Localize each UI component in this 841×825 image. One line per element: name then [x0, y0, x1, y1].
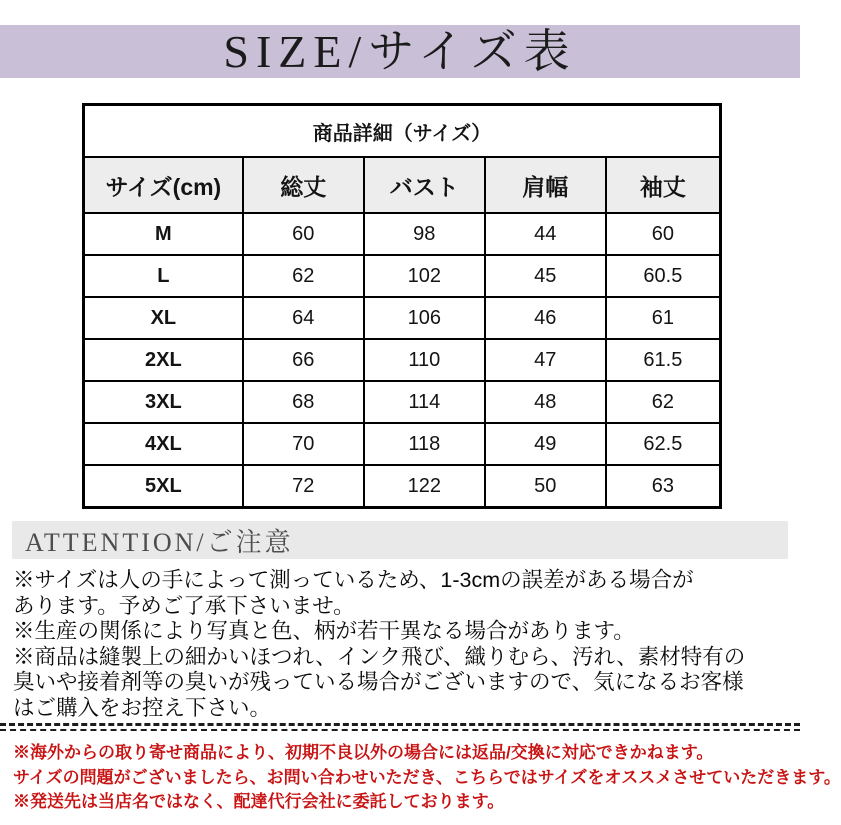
- column-header-size: サイズ(cm): [84, 157, 243, 213]
- value-cell: 60: [606, 213, 721, 255]
- value-cell: 61.5: [606, 339, 721, 381]
- value-cell: 118: [364, 423, 485, 465]
- column-header-length: 総丈: [243, 157, 364, 213]
- value-cell: 45: [485, 255, 606, 297]
- attention-banner: [12, 521, 788, 559]
- value-cell: 47: [485, 339, 606, 381]
- column-header-sleeve: 袖丈: [606, 157, 721, 213]
- shipping-note-line: ※海外からの取り寄せ商品により、初期不良以外の場合には返品/交換に対応できかねます。: [13, 743, 714, 762]
- column-header-bust: バスト: [364, 157, 485, 213]
- size-table: [82, 103, 722, 509]
- size-chart-banner: [0, 25, 800, 78]
- table-header-row: [84, 157, 721, 213]
- table-row: [84, 213, 721, 255]
- value-cell: 50: [485, 465, 606, 508]
- size-cell: L: [84, 255, 243, 297]
- note-line: ※商品は縫製上の細かいほつれ、インク飛び、織りむら、汚れ、素材特有の: [13, 644, 746, 669]
- value-cell: 114: [364, 381, 485, 423]
- value-cell: 110: [364, 339, 485, 381]
- value-cell: 122: [364, 465, 485, 508]
- note-line: 臭いや接着剤等の臭いが残っている場合がございますので、気になるお客様: [13, 670, 744, 694]
- value-cell: 62: [243, 255, 364, 297]
- value-cell: 64: [243, 297, 364, 339]
- size-cell: XL: [84, 297, 243, 339]
- table-row: [84, 297, 721, 339]
- value-cell: 106: [364, 297, 485, 339]
- size-cell: M: [84, 213, 243, 255]
- size-cell: 5XL: [84, 465, 243, 508]
- table-caption-row: [84, 105, 721, 158]
- value-cell: 44: [485, 213, 606, 255]
- size-cell: 4XL: [84, 423, 243, 465]
- note-line: あります。予めご了承下さいませ。: [13, 593, 355, 618]
- size-chart-title: SIZE/サイズ表: [223, 25, 577, 77]
- table-row: [84, 339, 721, 381]
- table-row: [84, 423, 721, 465]
- note-line: ※生産の関係により写真と色、柄が若干異なる場合があります。: [13, 619, 635, 643]
- size-cell: 2XL: [84, 339, 243, 381]
- dashed-divider: [0, 723, 800, 731]
- note-line: はご購入をお控え下さい。: [13, 695, 272, 720]
- attention-heading: ATTENTION/ご注意: [25, 527, 294, 557]
- value-cell: 46: [485, 297, 606, 339]
- table-caption: 商品詳細（サイズ）: [84, 105, 721, 158]
- shipping-note-line: ※発送先は当店名ではなく、配達代行会社に委託しております。: [13, 792, 505, 811]
- size-chart-page: [0, 25, 841, 825]
- table-row: [84, 381, 721, 423]
- shipping-notes: [13, 741, 841, 815]
- size-cell: 3XL: [84, 381, 243, 423]
- value-cell: 62: [606, 381, 721, 423]
- table-row: [84, 255, 721, 297]
- value-cell: 63: [606, 465, 721, 508]
- value-cell: 61: [606, 297, 721, 339]
- value-cell: 60: [243, 213, 364, 255]
- value-cell: 68: [243, 381, 364, 423]
- value-cell: 72: [243, 465, 364, 508]
- value-cell: 60.5: [606, 255, 721, 297]
- table-row: [84, 465, 721, 508]
- value-cell: 70: [243, 423, 364, 465]
- column-header-shoulder: 肩幅: [485, 157, 606, 213]
- value-cell: 66: [243, 339, 364, 381]
- value-cell: 62.5: [606, 423, 721, 465]
- value-cell: 98: [364, 213, 485, 255]
- disclaimer-notes: [13, 568, 792, 721]
- value-cell: 49: [485, 423, 606, 465]
- shipping-note-line: サイズの問題がございましたら、お問い合わせいただき、こちらではサイズをオススメさせていただきます。: [13, 767, 841, 787]
- note-line: ※サイズは人の手によって測っているため、1-3cmの誤差がある場合が: [13, 568, 694, 592]
- value-cell: 48: [485, 381, 606, 423]
- value-cell: 102: [364, 255, 485, 297]
